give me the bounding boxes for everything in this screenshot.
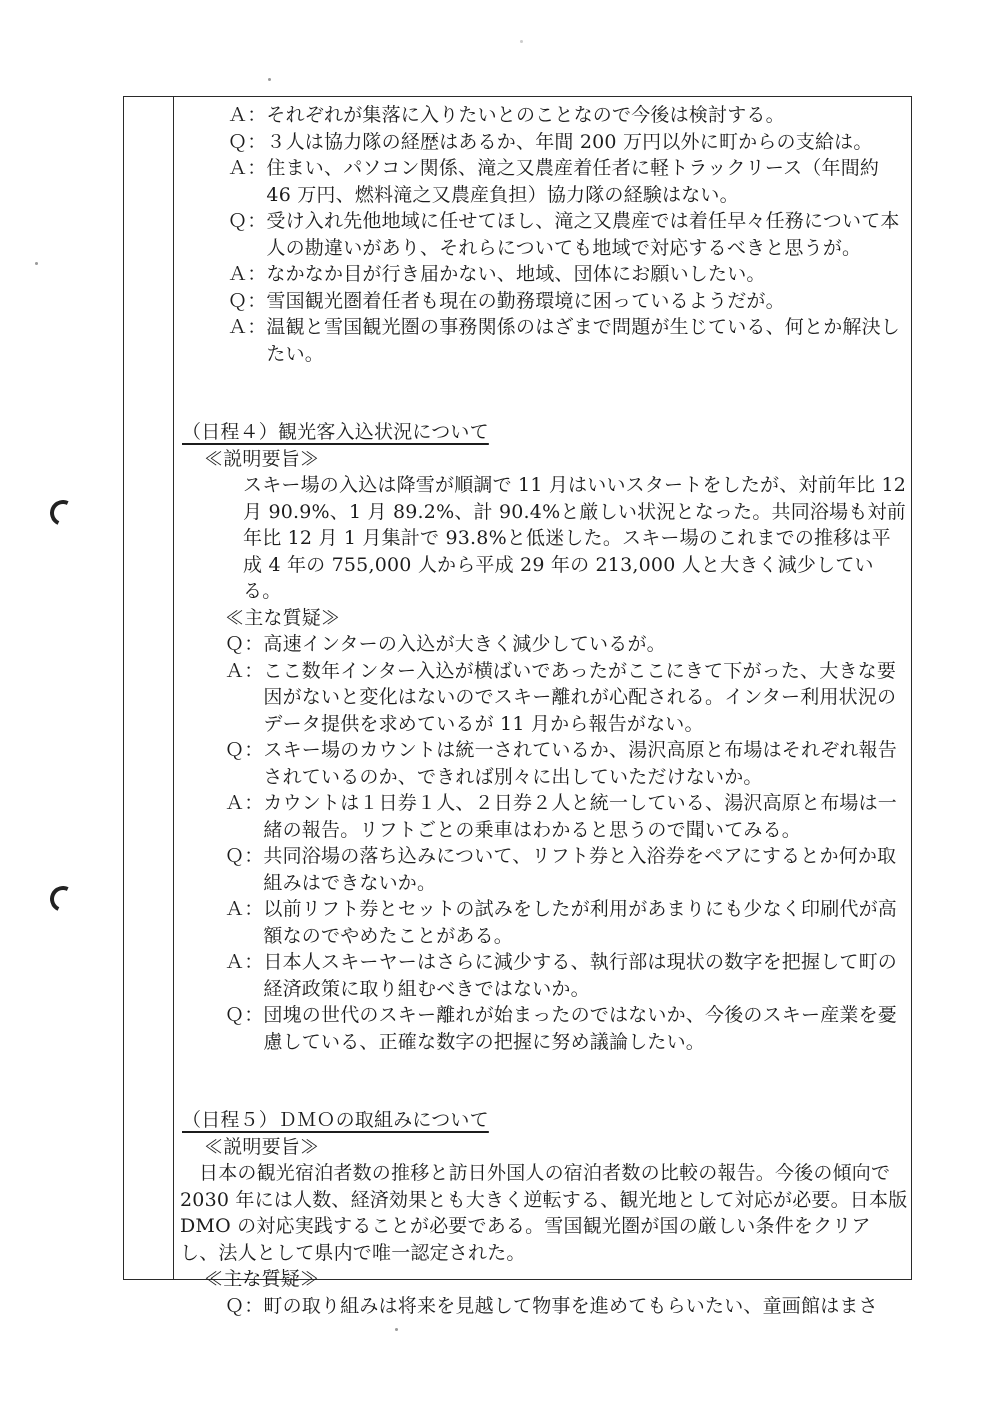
- qa-mark: Ｑ：: [225, 1294, 264, 1317]
- qa-mark: Ｑ：: [225, 1004, 264, 1026]
- section-5-summary: 日本の観光宿泊者数の推移と訪日外国人の宿泊者数の比較の報告。今後の傾向で 2030 年には人数、経済効果とも大きく逆転する、観光地として対応が必要。日本版 DMO の対応実践することが必要である。雪国観光圏が国の厳しい条件をクリアし、法人として県内で唯一認定された。: [180, 1162, 908, 1264]
- qa-text: ３人は協力隊の経歴はあるか、年間 200 万円以外に町からの支給は。: [266, 130, 873, 153]
- qa-mark: Ａ：: [228, 316, 267, 338]
- qa-line: [228, 208, 908, 261]
- qa-text: 高速インターの入込が大きく減少しているが。: [263, 633, 666, 655]
- qa-line: [228, 288, 908, 315]
- section-4-qa-label: ≪主な質疑≫: [225, 606, 341, 629]
- column-divider: [173, 96, 174, 1280]
- section-4-heading: （日程４）観光客入込状況について: [182, 421, 489, 443]
- qa-line: [225, 737, 908, 790]
- document-body: [180, 102, 908, 1317]
- qa-line: [225, 790, 908, 843]
- scan-speck: [268, 78, 271, 81]
- qa-line: [225, 843, 908, 896]
- section-4: [180, 419, 908, 1055]
- qa-text: 雪国観光圏着任者も現在の勤務環境に困っているようだが。: [266, 289, 785, 312]
- qa-line: [228, 155, 908, 208]
- scan-speck: [35, 262, 38, 265]
- qa-line: [225, 658, 908, 738]
- qa-mark: Ａ：: [228, 104, 267, 126]
- qa-mark: Ａ：: [225, 792, 264, 814]
- qa-line: [225, 949, 908, 1002]
- scan-speck: [520, 40, 523, 43]
- section-5-summary-label: ≪説明要旨≫: [204, 1135, 320, 1158]
- section-gap: [180, 367, 908, 419]
- scan-speck: [395, 1328, 398, 1331]
- qa-mark: Ｑ：: [228, 289, 267, 312]
- qa-line: [225, 896, 908, 949]
- qa-text: 日本人スキーヤーはさらに減少する、執行部は現状の数字を把握して町の経済政策に取り組むべきではないか。: [263, 951, 898, 1000]
- qa-mark: Ｑ：: [225, 845, 264, 867]
- section-5: [180, 1107, 908, 1319]
- qa-line: [228, 314, 908, 367]
- qa-text: 住まい、パソコン関係、滝之又農産着任者に軽トラックリース（年間約 46 万円、燃料滝之又農産負担）協力隊の経験はない。: [266, 157, 880, 206]
- section-4-summary-label: ≪説明要旨≫: [204, 447, 320, 470]
- qa-text: ここ数年インター入込が横ばいであったがここにきて下がった、大きな要因がないと変化はないのでスキー離れが心配される。インター利用状況のデータ提供を求めているが 11 月から報告がない。: [263, 659, 897, 735]
- qa-mark: Ａ：: [228, 263, 267, 285]
- qa-text: 温観と雪国観光圏の事務関係のはざまで問題が生じている、何とか解決したい。: [266, 316, 901, 365]
- qa-mark: Ｑ：: [225, 739, 264, 761]
- qa-text: 町の取り組みは将来を見越して物事を進めてもらいたい、童画館はまさ: [263, 1294, 878, 1317]
- qa-text: それぞれが集落に入りたいとのことなので今後は検討する。: [266, 104, 785, 126]
- section-5-heading: （日程５）ＤＭＯの取組みについて: [182, 1109, 489, 1131]
- previous-section-qa: [180, 102, 908, 367]
- qa-text: 団塊の世代のスキー離れが始まったのではないか、今後のスキー産業を憂慮している、正確な数字の把握に努め議論したい。: [263, 1004, 898, 1053]
- qa-line: [228, 261, 908, 288]
- qa-mark: Ｑ：: [225, 633, 264, 655]
- qa-line: [225, 631, 908, 658]
- qa-text: カウントは１日券１人、２日券２人と統一している、湯沢高原と布場は一緒の報告。リフトごとの乗車はわかると思うので聞いてみる。: [263, 792, 898, 841]
- qa-mark: Ａ：: [225, 659, 264, 682]
- qa-text: スキー場のカウントは統一されているか、湯沢高原と布場はそれぞれ報告されているのか、できれば別々に出していただけないか。: [263, 739, 898, 788]
- qa-mark: Ａ：: [225, 898, 264, 920]
- section-gap: [180, 1055, 908, 1107]
- qa-text: 以前リフト券とセットの試みをしたが利用があまりにも少なく印刷代が高額なのでやめたことがある。: [263, 898, 898, 947]
- qa-text: 共同浴場の落ち込みについて、リフト券と入浴券をペアにするとか何か取組みはできないか。: [263, 845, 897, 894]
- qa-line: [225, 1002, 908, 1055]
- qa-mark: Ｑ：: [228, 130, 267, 153]
- qa-mark: Ａ：: [228, 157, 267, 179]
- qa-text: なかなか目が行き届かない、地域、団体にお願いしたい。: [266, 263, 766, 285]
- qa-line: [225, 1293, 908, 1320]
- qa-mark: Ｑ：: [228, 210, 267, 232]
- qa-text: 受け入れ先他地域に任せてほし、滝之又農産では着任早々任務について本人の勘違いがあり、それらについても地域で対応するべきと思うが。: [266, 210, 900, 259]
- punch-hole-bottom: [46, 882, 79, 915]
- qa-line: [228, 129, 908, 156]
- qa-mark: Ａ：: [225, 951, 264, 973]
- section-4-summary: スキー場の入込は降雪が順調で 11 月はいいスタートをしたが、対前年比 12 月 90.9%、1 月 89.2%、計 90.4%と厳しい状況となった。共同浴場も対前年比 12 月 1 月集計で 93.8%と低迷した。スキー場のこれまでの推移は平成 4 年の 755,000 人から平成 29 年の 213,000 人と大きく減少している。: [243, 474, 907, 602]
- section-5-qa-label: ≪主な質疑≫: [204, 1268, 320, 1290]
- qa-line: [228, 102, 908, 129]
- punch-hole-top: [46, 496, 79, 529]
